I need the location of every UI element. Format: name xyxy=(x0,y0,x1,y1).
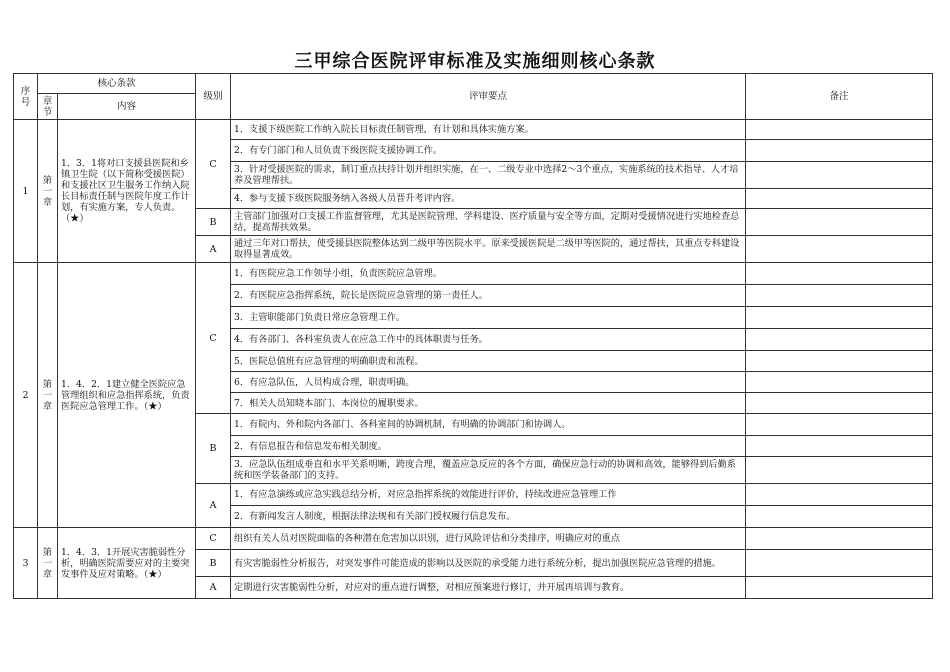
remarks-cell xyxy=(746,236,933,263)
row-level: B xyxy=(196,209,231,236)
requirement-item: 2．有新闻发言人制度，根据法律法规和有关部门授权履行信息发布。 xyxy=(231,506,746,528)
requirement-item: 1．支援下级医院工作纳入院长目标责任制管理，有计划和具体实施方案。 xyxy=(231,120,746,140)
row-seq: 1 xyxy=(14,120,38,263)
row-seq: 2 xyxy=(14,263,38,528)
row-level: B xyxy=(196,414,231,484)
header-requirements: 评审要点 xyxy=(231,74,746,120)
requirement-item: 2．有专门部门和人员负责下级医院支援协调工作。 xyxy=(231,140,746,162)
row-core-content: 1．4．2．1建立健全医院应急管理组织和应急指挥系统，负责医院应急管理工作。（★） xyxy=(58,263,196,528)
remarks-cell xyxy=(746,263,933,285)
table-row xyxy=(14,263,933,285)
row-level: B xyxy=(196,550,231,577)
requirement-item: 3．应急队伍组成垂直和水平关系明晰，跨度合理，覆盖应急反应的各个方面，确保应急行动的协调和高效，能够得到后勤系统和医学装备部门的支持。 xyxy=(231,457,746,484)
remarks-cell xyxy=(746,307,933,329)
requirement-item: 5．医院总值班有应急管理的明确职责和流程。 xyxy=(231,351,746,372)
row-core-content: 1．4．3．1开展灾害脆弱性分析，明确医院需要应对的主要突发事件及应对策略。（★） xyxy=(58,528,196,599)
remarks-cell xyxy=(746,506,933,528)
requirement-item: 7．相关人员知晓本部门、本岗位的履职要求。 xyxy=(231,393,746,414)
page-title: 三甲综合医院评审标准及实施细则核心条款 xyxy=(294,51,656,72)
requirement-item: 定期进行灾害脆弱性分析，对应对的重点进行调整，对相应预案进行修订，并开展再培训与教育。 xyxy=(231,577,746,599)
remarks-cell xyxy=(746,577,933,599)
remarks-cell xyxy=(746,457,933,484)
requirement-item: 4．有各部门、各科室负责人在应急工作中的具体职责与任务。 xyxy=(231,329,746,351)
header-chapter: 章节 xyxy=(38,94,58,120)
row-chapter: 第一章 xyxy=(38,263,58,528)
remarks-cell xyxy=(746,436,933,457)
requirement-item: 主管部门加强对口支援工作监督管理，尤其是医院管理、学科建设、医疗质量与安全等方面，定期对受援情况进行实地检查总结，提高帮扶效果。 xyxy=(231,209,746,236)
row-chapter: 第一章 xyxy=(38,528,58,599)
table-row xyxy=(14,528,933,550)
row-level: A xyxy=(196,236,231,263)
remarks-cell xyxy=(746,285,933,307)
remarks-cell xyxy=(746,528,933,550)
requirement-item: 2．有医院应急指挥系统，院长是医院应急管理的第一责任人。 xyxy=(231,285,746,307)
row-level: A xyxy=(196,577,231,599)
table-row xyxy=(14,120,933,140)
row-chapter: 第一章 xyxy=(38,120,58,263)
header-seq: 序号 xyxy=(14,74,38,120)
remarks-cell xyxy=(746,209,933,236)
header-content: 内容 xyxy=(58,94,196,120)
requirement-item: 6．有应急队伍，人员构成合理，职责明确。 xyxy=(231,372,746,393)
requirement-item: 4．参与支援下级医院服务纳入各级人员晋升考评内容。 xyxy=(231,189,746,209)
remarks-cell xyxy=(746,189,933,209)
requirement-item: 1．有院内、外和院内各部门、各科室间的协调机制，有明确的协调部门和协调人。 xyxy=(231,414,746,436)
remarks-cell xyxy=(746,393,933,414)
remarks-cell xyxy=(746,140,933,162)
requirement-item: 1．有医院应急工作领导小组，负责医院应急管理。 xyxy=(231,263,746,285)
remarks-cell xyxy=(746,550,933,577)
requirement-item: 3．针对受援医院的需求，制订重点扶持计划并组织实施，在一、二级专业中选择2～3个重点，实施系统的技术指导、人才培养及管理帮扶。 xyxy=(231,162,746,189)
remarks-cell xyxy=(746,351,933,372)
row-level: C xyxy=(196,528,231,550)
requirement-item: 通过三年对口帮扶，使受援县医院整体达到二级甲等医院水平。原来受援医院是二级甲等医院的，通过帮扶，其重点专科建设取得显著成效。 xyxy=(231,236,746,263)
remarks-cell xyxy=(746,484,933,506)
row-seq: 3 xyxy=(14,528,38,599)
header-core: 核心条款 xyxy=(38,74,196,94)
header-remarks: 备注 xyxy=(746,74,933,120)
row-core-content: 1．3．1将对口支援县医院和乡镇卫生院（以下简称受援医院）和支援社区卫生服务工作纳入院长目标责任制与医院年度工作计划，有实施方案，专人负责。（★） xyxy=(58,120,196,263)
header-row-1 xyxy=(14,74,933,94)
header-level: 级别 xyxy=(196,74,231,120)
standards-table xyxy=(13,73,933,599)
remarks-cell xyxy=(746,162,933,189)
requirement-item: 组织有关人员对医院面临的各种潜在危害加以识别，进行风险评估和分类排序，明确应对的重点 xyxy=(231,528,746,550)
requirement-item: 2．有信息报告和信息发布相关制度。 xyxy=(231,436,746,457)
table-body xyxy=(14,74,933,599)
requirement-item: 有灾害脆弱性分析报告，对突发事件可能造成的影响以及医院的承受能力进行系统分析，提出加强医院应急管理的措施。 xyxy=(231,550,746,577)
remarks-cell xyxy=(746,329,933,351)
row-level: C xyxy=(196,263,231,414)
row-level: A xyxy=(196,484,231,528)
requirement-item: 1．有应急演练或应急实践总结分析，对应急指挥系统的效能进行评价，持续改进应急管理工作 xyxy=(231,484,746,506)
remarks-cell xyxy=(746,372,933,393)
remarks-cell xyxy=(746,120,933,140)
remarks-cell xyxy=(746,414,933,436)
requirement-item: 3．主管职能部门负责日常应急管理工作。 xyxy=(231,307,746,329)
row-level: C xyxy=(196,120,231,209)
